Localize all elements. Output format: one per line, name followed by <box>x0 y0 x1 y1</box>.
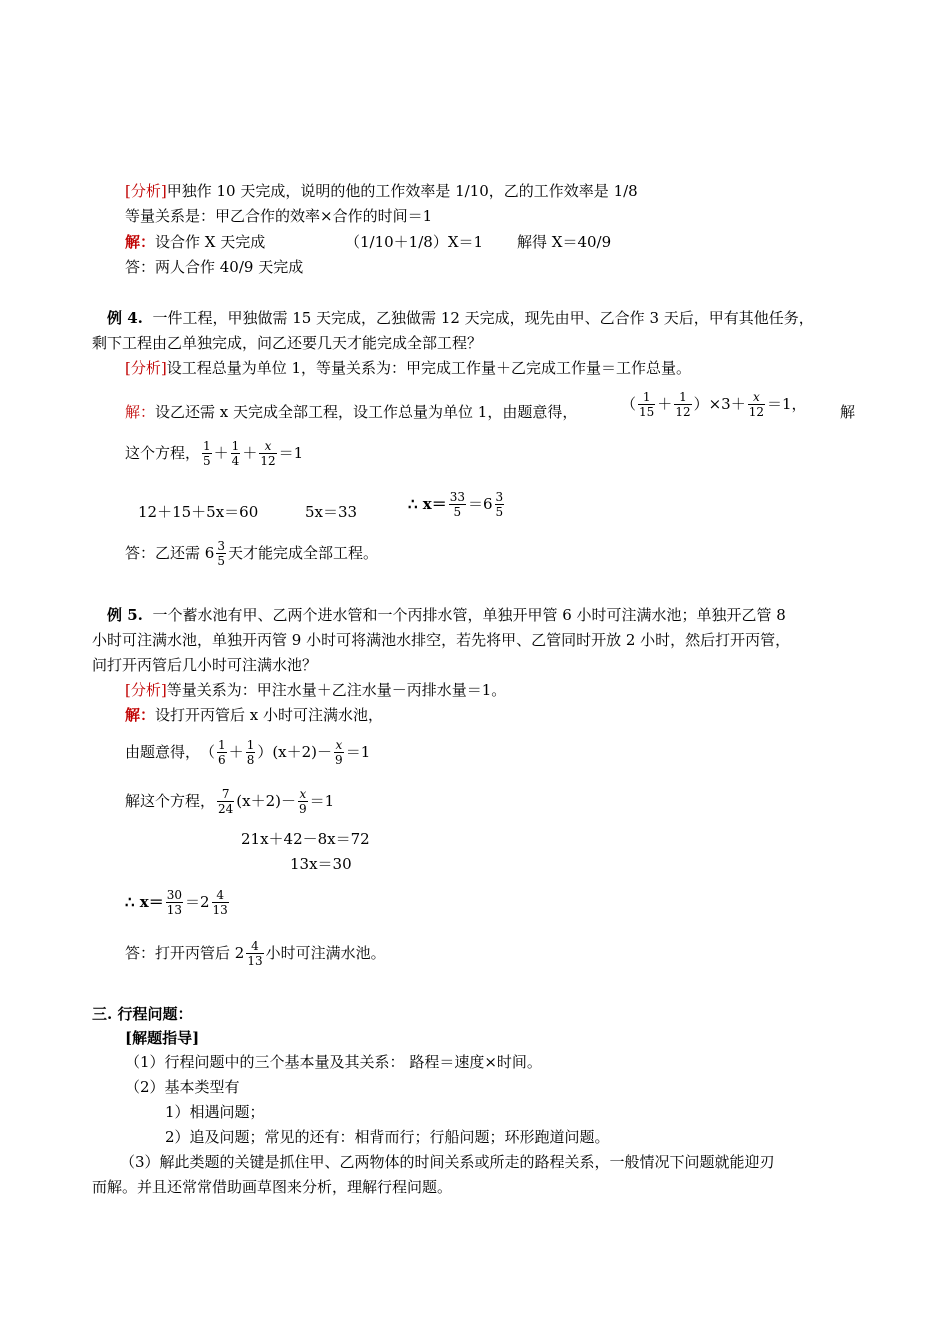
guide-item-2-1: 1）相遇问题； <box>165 1103 265 1121</box>
fraction: 1 4 <box>231 438 240 468</box>
solution-equation: （1/10＋1/8）X＝1 <box>345 233 484 251</box>
ex4-line3a: 12＋15＋5x＝60 <box>138 503 259 521</box>
fraction: x 12 <box>260 438 276 468</box>
fraction: 1 5 <box>203 438 211 468</box>
ex5-solution <box>125 705 383 725</box>
ex3-analysis <box>125 181 638 201</box>
guide-item-2-2: 2）追及问题；常见的还有：相背而行；行船问题；环形跑道问题。 <box>165 1128 610 1146</box>
ex5-eq3: 21x＋42－8x＝72 <box>241 830 370 848</box>
fraction: 4 13 <box>212 887 228 917</box>
fraction: 1 15 <box>639 389 655 419</box>
example-label: 例 4. <box>107 309 143 327</box>
fraction: x 9 <box>335 737 343 767</box>
section-title: 三. 行程问题： <box>92 1005 193 1023</box>
fraction: 30 13 <box>166 887 182 917</box>
ex4-equation: （ 1 15 ＋ 1 12 ）×3＋ x 12 ＝1， <box>621 389 807 419</box>
problem-text: 一个蓄水池有甲、乙两个进水管和一个丙排水管，单独开甲管 6 小时可注满水池；单独开乙管 8 <box>152 606 786 624</box>
guide-item-2: （2）基本类型有 <box>125 1078 240 1096</box>
example-label: 例 5. <box>107 606 143 624</box>
analysis-text: 甲独作 10 天完成，说明的他的工作效率是 1/10，乙的工作效率是 1/8 <box>166 182 638 200</box>
ex5-analysis <box>125 680 506 700</box>
ex4-line2: 这个方程， 1 5 ＋ 1 4 ＋ x 12 ＝1 <box>125 438 304 468</box>
solution-result: 解得 X＝40/9 <box>517 233 612 251</box>
solution-tag: 解： <box>125 706 156 724</box>
ex5-problem-line2: 小时可注满水池，单独开丙管 9 小时可将满池水排空，若先将甲、乙管同时开放 2 小时，然后打开丙管， <box>92 631 791 649</box>
ex5-result: ∴ x＝ 30 13 ＝2 4 13 <box>125 887 228 917</box>
ex4-analysis <box>125 358 691 378</box>
analysis-text: 等量关系为：甲注水量＋乙注水量－丙排水量＝1。 <box>166 681 507 699</box>
ex3-relation: 等量关系是：甲乙合作的效率×合作的时间＝1 <box>125 207 433 225</box>
guide-item-1: （1）行程问题中的三个基本量及其关系： 路程＝速度×时间。 <box>125 1053 542 1071</box>
ex5-problem-line3: 问打开丙管后几小时可注满水池？ <box>92 656 318 674</box>
fraction: 7 24 <box>218 786 234 816</box>
ex5-eq2: 解这个方程， 7 24 (x＋2)－ x 9 ＝1 <box>125 786 335 816</box>
fraction: 1 8 <box>246 737 255 767</box>
guide-heading: [解题指导] <box>125 1029 200 1047</box>
analysis-tag: [分析] <box>125 359 167 377</box>
fraction: 3 5 <box>495 489 504 519</box>
guide-item-3-line2: 而解。并且还常常借助画草图来分析，理解行程问题。 <box>92 1178 453 1196</box>
ex5-problem-line1 <box>107 605 786 625</box>
fraction: 4 13 <box>247 938 263 968</box>
ex4-answer: 答：乙还需 6 3 5 天才能完成全部工程。 <box>125 538 378 568</box>
ex4-solution <box>125 402 577 422</box>
analysis-text: 设工程总量为单位 1，等量关系为：甲完成工作量＋乙完成工作量＝工作总量。 <box>166 359 692 377</box>
ex4-jie: 解 <box>840 403 856 421</box>
ex4-line3b: 5x＝33 <box>305 503 358 521</box>
ex3-solution <box>125 232 612 252</box>
fraction: 1 12 <box>675 389 691 419</box>
fraction: x 9 <box>299 786 307 816</box>
problem-text: 一件工程，甲独做需 15 天完成，乙独做需 12 天完成，现先由甲、乙合作 3 天后，甲有其他任务， <box>152 309 814 327</box>
fraction: 33 5 <box>449 489 465 519</box>
solution-tag: 解： <box>125 403 156 421</box>
solution-text: 设合作 X 天完成 <box>155 233 266 251</box>
ex4-problem-line2: 剩下工程由乙单独完成，问乙还要几天才能完成全部工程？ <box>92 334 483 352</box>
analysis-tag: [分析] <box>125 182 167 200</box>
ex3-answer: 答：两人合作 40/9 天完成 <box>125 258 304 276</box>
fraction: 3 5 <box>217 538 225 568</box>
ex4-line3c: ∴ x＝ 33 5 ＝6 3 5 <box>408 489 504 519</box>
ex4-problem-line1 <box>107 308 814 328</box>
solution-text: 设乙还需 x 天完成全部工程，设工作总量为单位 1，由题意得， <box>155 403 578 421</box>
ex5-eq1: 由题意得， （ 1 6 ＋ 1 8 ）(x＋2)－ x 9 ＝1 <box>125 737 371 767</box>
analysis-tag: [分析] <box>125 681 167 699</box>
fraction: 1 6 <box>218 737 226 767</box>
ex5-eq4: 13x＝30 <box>290 855 352 873</box>
solution-tag: 解： <box>125 233 156 251</box>
guide-item-3-line1: （3）解此类题的关键是抓住甲、乙两物体的时间关系或所走的路程关系，一般情况下问题就能迎刃 <box>120 1153 775 1171</box>
solution-text: 设打开丙管后 x 小时可注满水池， <box>155 706 384 724</box>
ex5-answer: 答：打开丙管后 2 4 13 小时可注满水池。 <box>125 938 386 968</box>
fraction: x 12 <box>748 389 764 419</box>
